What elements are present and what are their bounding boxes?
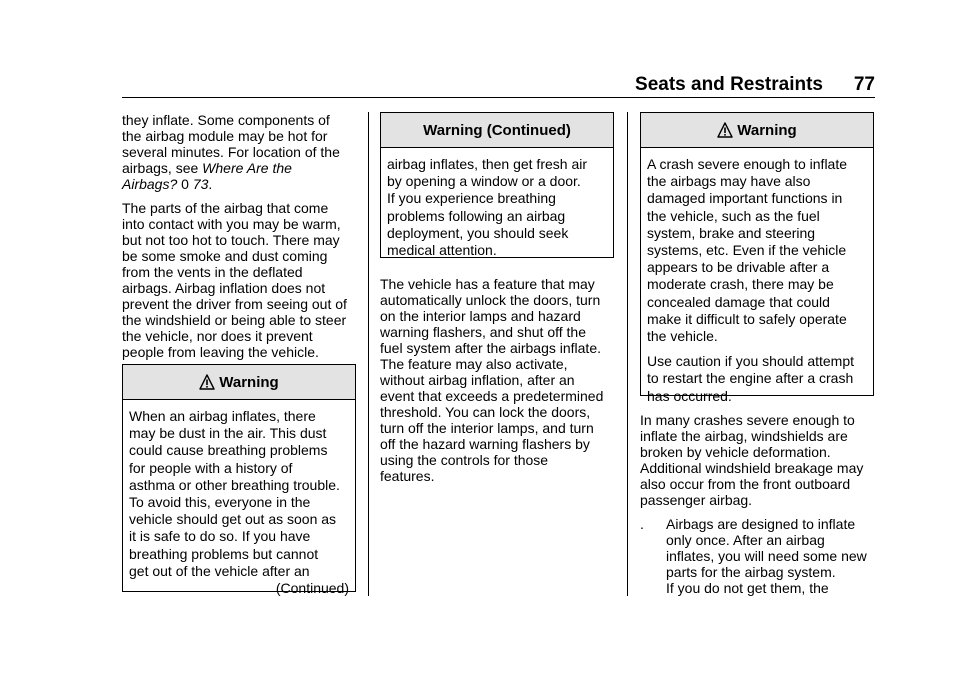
- column-divider-2: [627, 112, 628, 596]
- warning-header: [381, 113, 613, 148]
- warning-triangle-icon: [717, 122, 733, 138]
- left-paragraph-1: they inflate. Some components of the airbag module may be hot for several minutes. For location of the airbags, see Where Are the Airbags? 0 73.: [122, 112, 340, 192]
- warning-header: [641, 113, 873, 148]
- page-ref-icon: 0: [181, 176, 189, 192]
- warning-title: Warning (Continued): [423, 121, 571, 139]
- cross-reference-page[interactable]: 73: [192, 176, 209, 192]
- warning-box-right: [640, 112, 874, 404]
- middle-column: [380, 276, 620, 492]
- warning-box-left: [122, 364, 356, 597]
- warning-triangle-icon: [199, 374, 215, 390]
- warning-body-1: A crash severe enough to inflate the airbags may have also damaged important functions in the vehicle, such as the fuel system, brake and steering systems, etc. Even if the vehicle appears to be drivable after a moderate crash, there may be concealed damage that could make it difficult to safely operate the vehicle.: [647, 156, 848, 345]
- bullet-item: [640, 516, 880, 596]
- cross-reference-link[interactable]: Where Are the Airbags?: [122, 160, 292, 192]
- header-rule: [122, 97, 875, 98]
- warning-header: [123, 365, 355, 400]
- warning-title: Warning: [219, 373, 279, 391]
- bullet-text: Airbags are designed to inflate only once. After an airbag inflates, you will need some new parts for the airbag system. If you do not get them, the: [666, 516, 867, 596]
- right-paragraph-1: In many crashes severe enough to inflate the airbag, windshields are broken by vehicle deformation. Additional windshield breakage may also occur from the front outboard passenger airbag.: [640, 412, 864, 508]
- right-column: [640, 412, 880, 596]
- left-column: [122, 112, 358, 368]
- page-header: [122, 66, 875, 98]
- warning-body: When an airbag inflates, there may be dust in the air. This dust could cause breathing problems for people with a history of asthma or other breathing trouble. To avoid this, everyone in the vehicle should get out as soon as it is safe to do so. If you have breathing problems but cannot get out of the vehicle after an: [129, 408, 340, 579]
- continued-label: (Continued): [275, 580, 349, 597]
- page-number: 77: [853, 74, 875, 95]
- middle-paragraph-1: The vehicle has a feature that may automatically unlock the doors, turn on the interior lamps and hazard warning flashers, and shut off the fuel system after the airbags inflate. The feature may also activate, without airbag inflation, after an event that exceeds a predetermined threshold. You can lock the doors, turn off the interior lamps, and turn off the hazard warning flashers by using the controls for those features.: [380, 276, 604, 484]
- warning-box-middle: [380, 112, 614, 258]
- section-title: Seats and Restraints: [635, 74, 823, 95]
- warning-body: airbag inflates, then get fresh air by opening a window or a door. If you experience breathing problems following an airbag deployment, you should seek medical attention.: [387, 156, 588, 259]
- left-paragraph-2: The parts of the airbag that come into contact with you may be warm, but not too hot to touch. There may be some smoke and dust coming from the vents in the deflated airbags. Airbag inflation does not prevent the driver from seeing out of the windshield or being able to steer the vehicle, nor does it prevent people from leaving the vehicle.: [122, 200, 347, 360]
- warning-title: Warning: [737, 121, 797, 139]
- warning-body-2: Use caution if you should attempt to restart the engine after a crash has occurred.: [647, 353, 855, 404]
- column-divider-1: [368, 112, 369, 596]
- bullet-mark: .: [640, 516, 644, 532]
